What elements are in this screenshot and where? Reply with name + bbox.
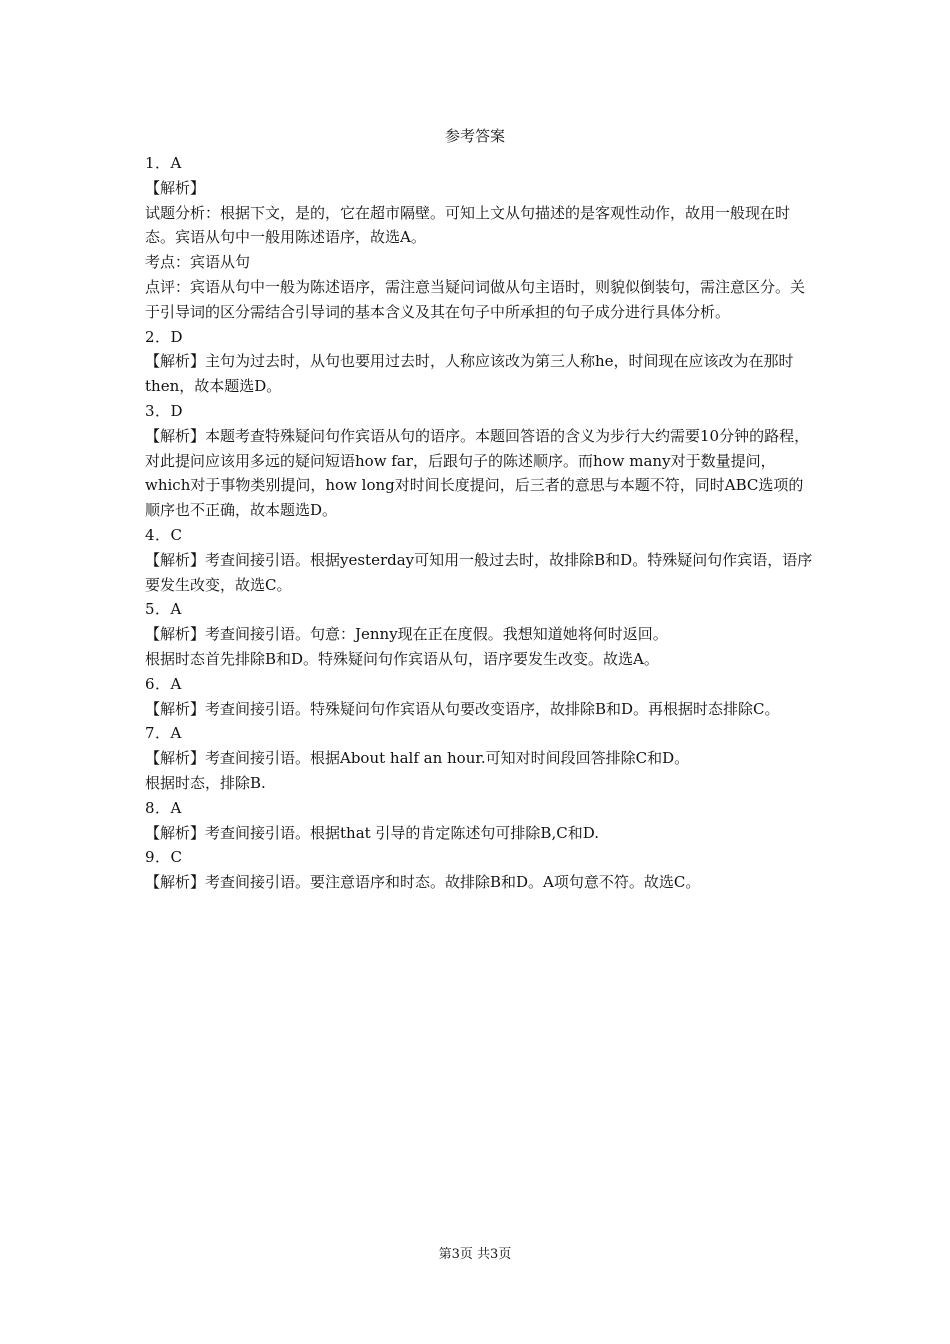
answer-7-analysis: 【解析】考查间接引语。根据About half an hour.可知对时间段回答排除C和D。: [145, 749, 690, 768]
answer-5-analysis: 【解析】考查间接引语。句意：Jenny现在正在度假。我想知道她将何时返回。: [145, 625, 668, 644]
answer-9-number: 9．C: [145, 848, 183, 867]
answer-6-number: 6．A: [145, 674, 182, 693]
answer-1-analysis-text: 试题分析：根据下文，是的，它在超市隔壁。可知上文从句描述的是客观性动作，故用一般现在时态。宾语从句中一般用陈述语序，故选A。: [145, 203, 791, 247]
answer-6-analysis: 【解析】考查间接引语。特殊疑问句作宾语从句要改变语序，故排除B和D。再根据时态排除C。: [145, 699, 780, 718]
page-footer: 第3页 共3页: [438, 1247, 512, 1262]
answer-1-analysis-heading: 【解析】: [145, 178, 206, 197]
answer-1-comment: 点评：宾语从句中一般为陈述语序，需注意当疑问词做从句主语时，则貌似倒装句，需注意区分。关于引导词的区分需结合引导词的基本含义及其在句子中所承担的句子成分进行具体分析。: [145, 277, 806, 321]
answer-1-number: 1．A: [145, 154, 182, 172]
answer-2-number: 2．D: [145, 327, 184, 346]
answer-4-analysis: 【解析】考查间接引语。根据yesterday可知用一般过去时，故排除B和D。特殊疑问句作宾语，语序要发生改变，故选C。: [145, 550, 813, 594]
answer-8-number: 8．A: [145, 798, 182, 817]
answer-1-knowledge-point: 考点：宾语从句: [145, 253, 251, 272]
answer-7-number: 7．A: [145, 724, 182, 743]
answer-9-analysis: 【解析】考查间接引语。要注意语序和时态。故排除B和D。A项句意不符。故选C。: [145, 873, 701, 892]
answer-2-analysis: 【解析】主句为过去时，从句也要用过去时，人称应该改为第三人称he，时间现在应该改为在那时then，故本题选D。: [145, 352, 794, 396]
answer-7-analysis-continued: 根据时态，排除B.: [145, 773, 266, 792]
answer-5-number: 5．A: [145, 600, 182, 619]
answer-5-analysis-continued: 根据时态首先排除B和D。特殊疑问句作宾语从句，语序要发生改变。故选A。: [145, 649, 659, 668]
answer-3-analysis: 【解析】本题考查特殊疑问句作宾语从句的语序。本题回答语的含义为步行大约需要10分钟的路程，对此提问应该用多远的疑问短语how far，后跟句子的陈述顺序。而how many对于数量提问，which对于事物类别提问，how long对时间长度提问，后三者的意思与本题不符，同时ABC选项的顺序也不正确，故本题选D。: [145, 426, 810, 520]
answer-list: [145, 151, 813, 895]
answer-8-analysis: 【解析】考查间接引语。根据that 引导的肯定陈述句可排除B,C和D.: [145, 823, 599, 842]
answer-4-number: 4．C: [145, 525, 183, 544]
page-title: 参考答案: [444, 127, 505, 145]
answer-3-number: 3．D: [145, 401, 184, 420]
